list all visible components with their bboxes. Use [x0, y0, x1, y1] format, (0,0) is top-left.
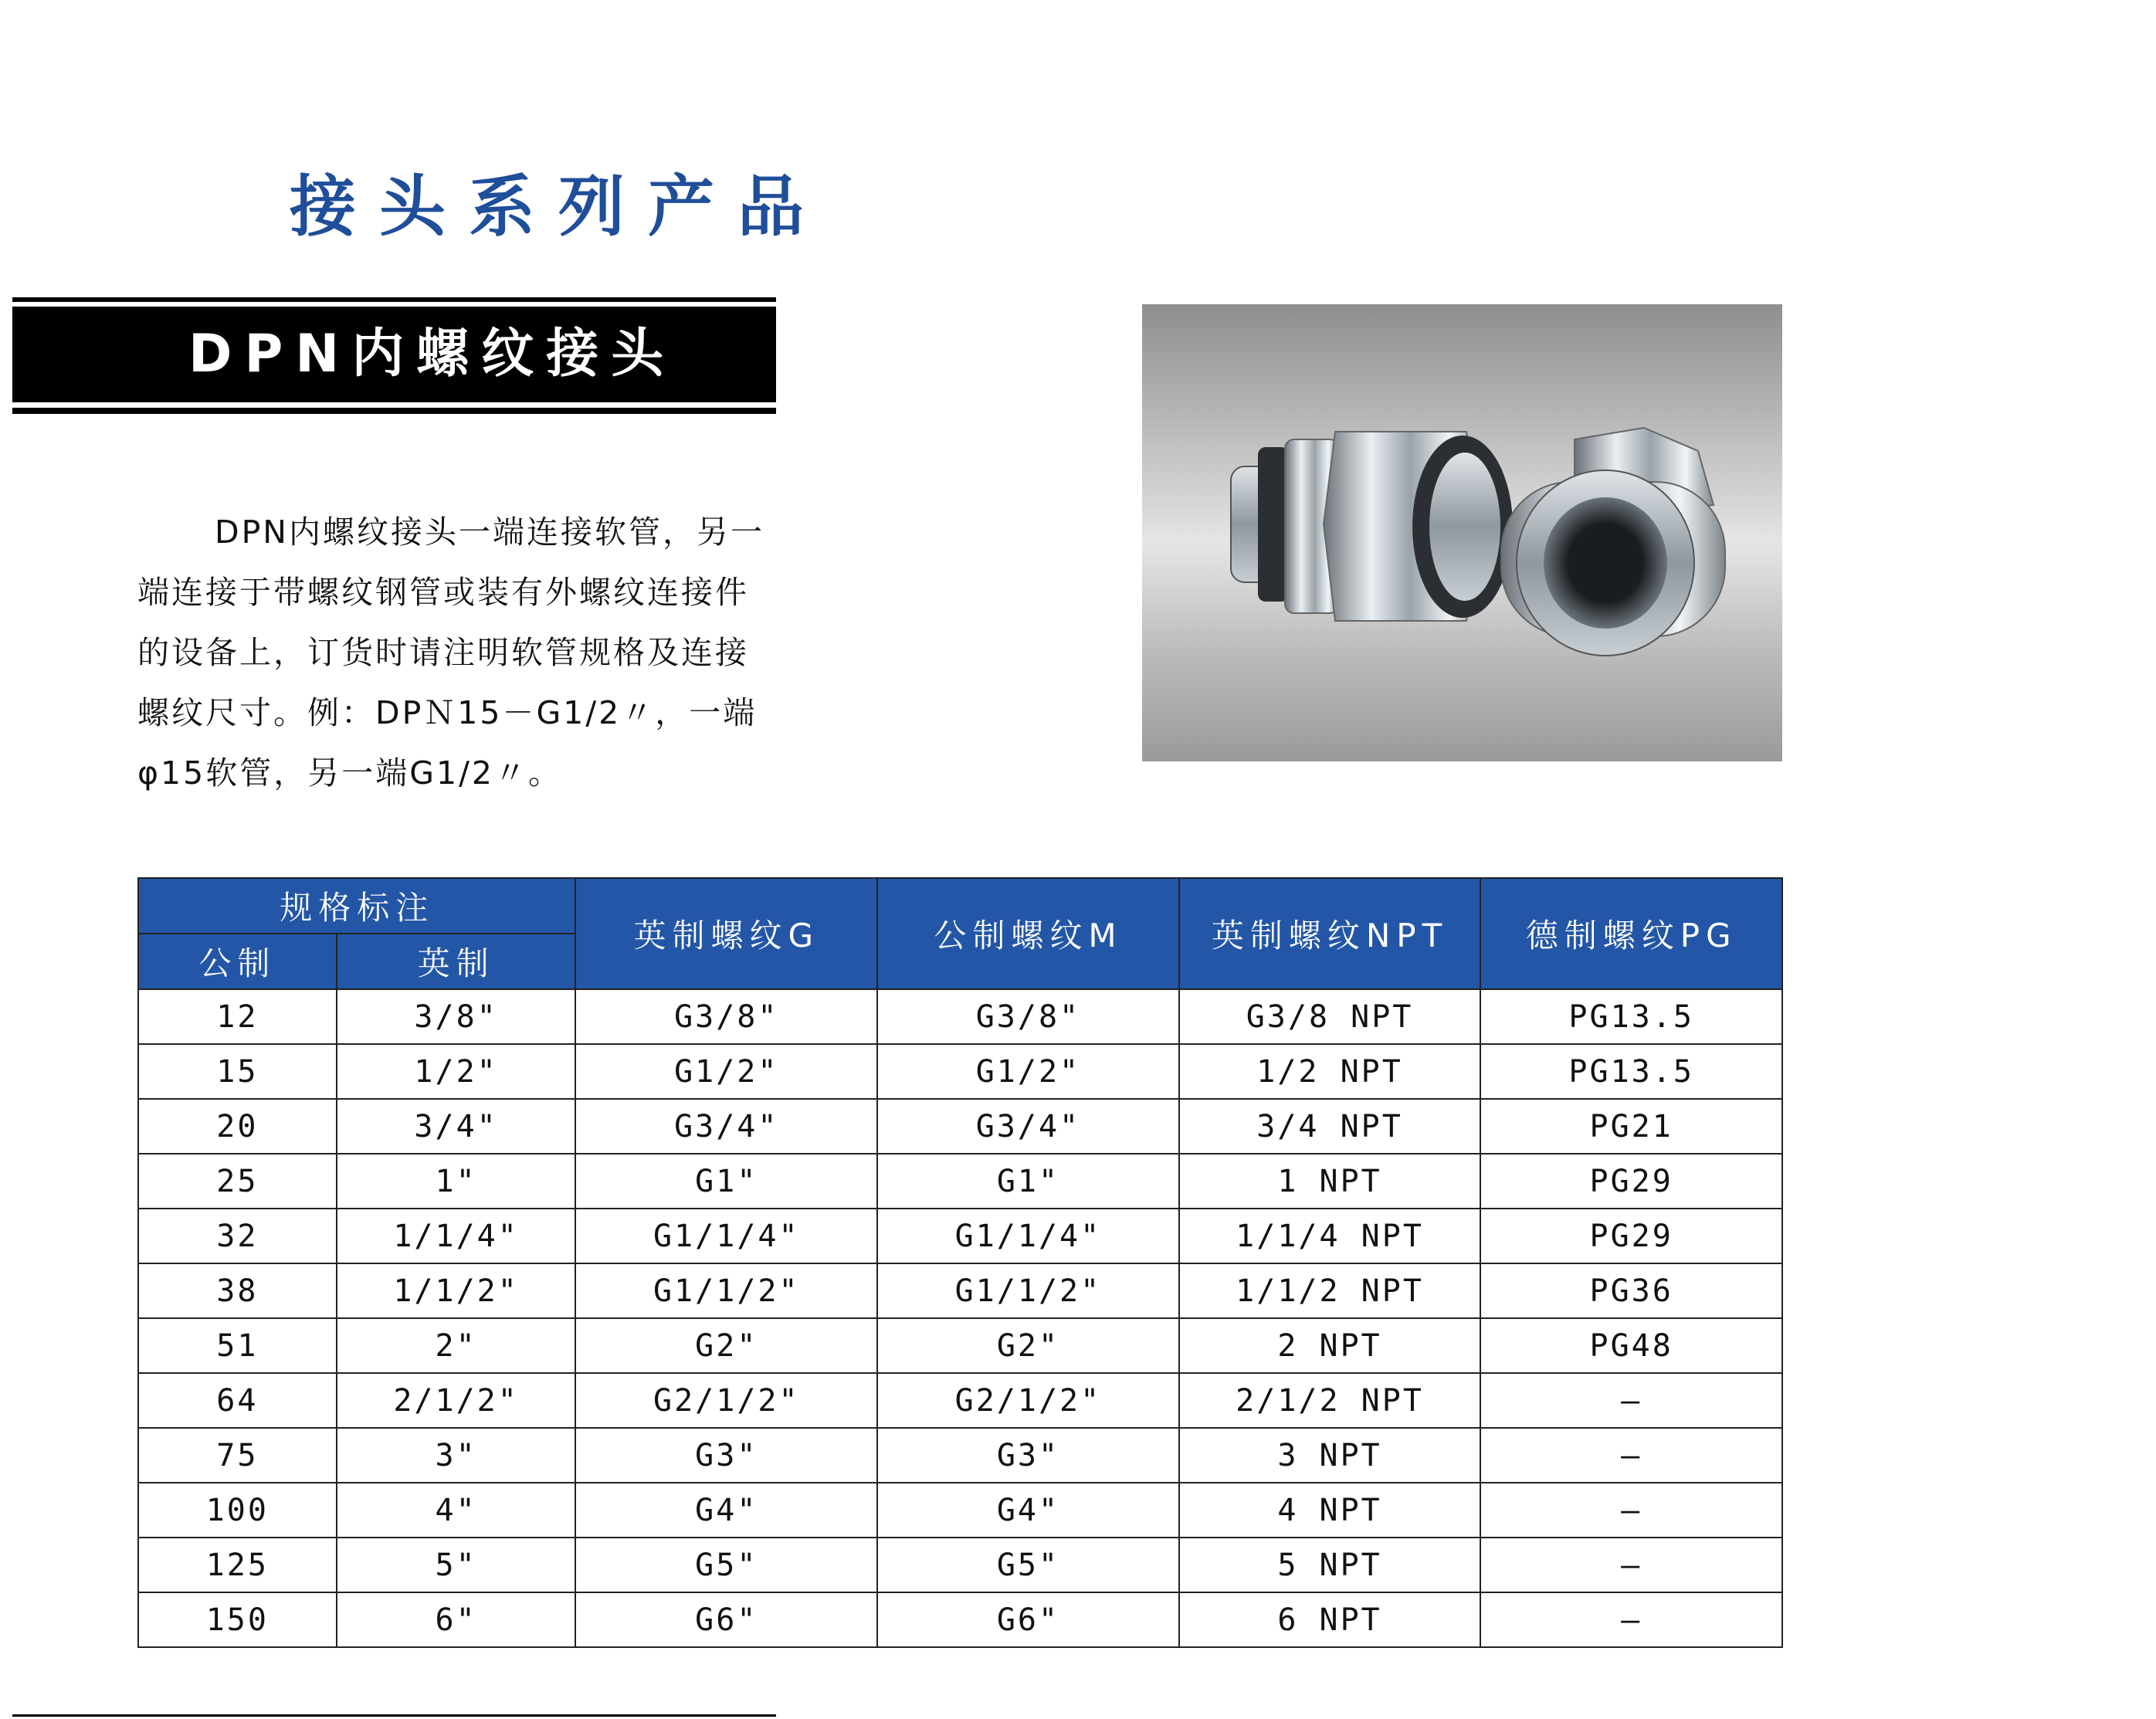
table-cell: —	[1480, 1538, 1782, 1592]
table-cell: 1/1/4"	[337, 1209, 576, 1263]
table-cell: G5"	[575, 1538, 877, 1592]
table-cell: 2 NPT	[1179, 1318, 1481, 1373]
table-cell: 51	[138, 1318, 337, 1373]
header-g-thread: 英制螺纹G	[575, 878, 877, 989]
table-cell: PG48	[1480, 1318, 1782, 1373]
table-cell: 1/1/2 NPT	[1179, 1263, 1481, 1318]
table-cell: 2"	[337, 1318, 576, 1373]
table-cell: 15	[138, 1044, 337, 1099]
table-cell: G2/1/2"	[575, 1373, 877, 1428]
bottom-rule	[12, 1714, 776, 1717]
table-cell: G2/1/2"	[877, 1373, 1179, 1428]
table-cell: 4 NPT	[1179, 1483, 1481, 1538]
table-cell: 4"	[337, 1483, 576, 1538]
table-cell: 3/8"	[337, 989, 576, 1044]
table-row	[138, 1483, 1782, 1538]
banner-top-rule	[12, 297, 776, 302]
table-cell: 1/2 NPT	[1179, 1044, 1481, 1099]
description-line: 的设备上，订货时请注明软管规格及连接	[137, 634, 749, 671]
table-cell: —	[1480, 1483, 1782, 1538]
table-cell: G6"	[575, 1592, 877, 1647]
header-npt-thread: 英制螺纹NPT	[1179, 878, 1481, 989]
table-cell: 1 NPT	[1179, 1154, 1481, 1209]
spec-table-body	[138, 989, 1782, 1647]
table-cell: 1/2"	[337, 1044, 576, 1099]
table-row	[138, 1263, 1782, 1318]
table-cell: 3 NPT	[1179, 1428, 1481, 1483]
table-cell: G3/8"	[575, 989, 877, 1044]
table-cell: 38	[138, 1263, 337, 1318]
table-row	[138, 989, 1782, 1044]
description-line: 螺纹尺寸。例：DPＮ15－G1/2〃，一端	[137, 694, 758, 731]
description-line: φ15软管，另一端G1/2〃。	[137, 754, 562, 792]
table-cell: —	[1480, 1592, 1782, 1647]
table-cell: 12	[138, 989, 337, 1044]
table-cell: G1"	[575, 1154, 877, 1209]
table-row	[138, 1373, 1782, 1428]
table-cell: 75	[138, 1428, 337, 1483]
table-cell: 100	[138, 1483, 337, 1538]
table-cell: G3/4"	[575, 1099, 877, 1154]
table-cell: 1/1/2"	[337, 1263, 576, 1318]
table-cell: —	[1480, 1373, 1782, 1428]
table-cell: G1/1/2"	[877, 1263, 1179, 1318]
table-cell: 1/1/4 NPT	[1179, 1209, 1481, 1263]
table-row	[138, 1318, 1782, 1373]
series-title: 接头系列产品	[290, 168, 827, 246]
spec-table	[137, 877, 1783, 1648]
table-cell: PG13.5	[1480, 1044, 1782, 1099]
table-row	[138, 1209, 1782, 1263]
banner-bottom-rule	[12, 408, 776, 414]
table-cell: G3"	[575, 1428, 877, 1483]
table-cell: 1"	[337, 1154, 576, 1209]
product-title: DPN内螺纹接头	[188, 324, 676, 385]
table-cell: PG29	[1480, 1154, 1782, 1209]
table-cell: PG13.5	[1480, 989, 1782, 1044]
table-cell: 5"	[337, 1538, 576, 1592]
table-cell: 2/1/2"	[337, 1373, 576, 1428]
header-imperial: 英制	[337, 934, 576, 989]
table-cell: 5 NPT	[1179, 1538, 1481, 1592]
table-row	[138, 1099, 1782, 1154]
table-cell: 64	[138, 1373, 337, 1428]
table-cell: G5"	[877, 1538, 1179, 1592]
table-cell: 25	[138, 1154, 337, 1209]
table-row	[138, 1538, 1782, 1592]
table-cell: G4"	[877, 1483, 1179, 1538]
table-cell: G6"	[877, 1592, 1179, 1647]
table-cell: 6"	[337, 1592, 576, 1647]
spec-group-header: 规格标注	[138, 878, 575, 934]
description-line: 端连接于带螺纹钢管或装有外螺纹连接件	[137, 574, 749, 611]
product-photo	[1142, 304, 1782, 761]
table-cell: 32	[138, 1209, 337, 1263]
table-cell: G3"	[877, 1428, 1179, 1483]
table-cell: 3/4"	[337, 1099, 576, 1154]
table-cell: G3/8 NPT	[1179, 989, 1481, 1044]
table-cell: PG29	[1480, 1209, 1782, 1263]
table-cell: 150	[138, 1592, 337, 1647]
table-cell: G1/2"	[877, 1044, 1179, 1099]
table-cell: G1/1/4"	[575, 1209, 877, 1263]
table-row	[138, 1428, 1782, 1483]
fitting-left-icon	[1231, 432, 1513, 621]
table-row	[138, 1044, 1782, 1099]
table-cell: —	[1480, 1428, 1782, 1483]
table-cell: G1/2"	[575, 1044, 877, 1099]
table-cell: G2"	[575, 1318, 877, 1373]
header-pg-thread: 德制螺纹PG	[1480, 878, 1782, 989]
table-cell: 20	[138, 1099, 337, 1154]
table-cell: G1/1/2"	[575, 1263, 877, 1318]
header-metric: 公制	[138, 934, 337, 989]
table-cell: G1/1/4"	[877, 1209, 1179, 1263]
table-row	[138, 1154, 1782, 1209]
table-cell: 3/4 NPT	[1179, 1099, 1481, 1154]
table-cell: PG36	[1480, 1263, 1782, 1318]
table-cell: 3"	[337, 1428, 576, 1483]
table-cell: G4"	[575, 1483, 877, 1538]
description-line: DPN内螺纹接头一端连接软管，另一	[215, 514, 764, 551]
table-cell: 125	[138, 1538, 337, 1592]
table-cell: 6 NPT	[1179, 1592, 1481, 1647]
table-cell: 2/1/2 NPT	[1179, 1373, 1481, 1428]
table-cell: G1"	[877, 1154, 1179, 1209]
product-banner	[12, 307, 776, 402]
table-cell: G3/8"	[877, 989, 1179, 1044]
header-m-thread: 公制螺纹M	[877, 878, 1179, 989]
product-description	[137, 502, 832, 803]
table-cell: PG21	[1480, 1099, 1782, 1154]
fitting-right-icon	[1501, 428, 1725, 656]
table-cell: G3/4"	[877, 1099, 1179, 1154]
table-row	[138, 1592, 1782, 1647]
table-cell: G2"	[877, 1318, 1179, 1373]
